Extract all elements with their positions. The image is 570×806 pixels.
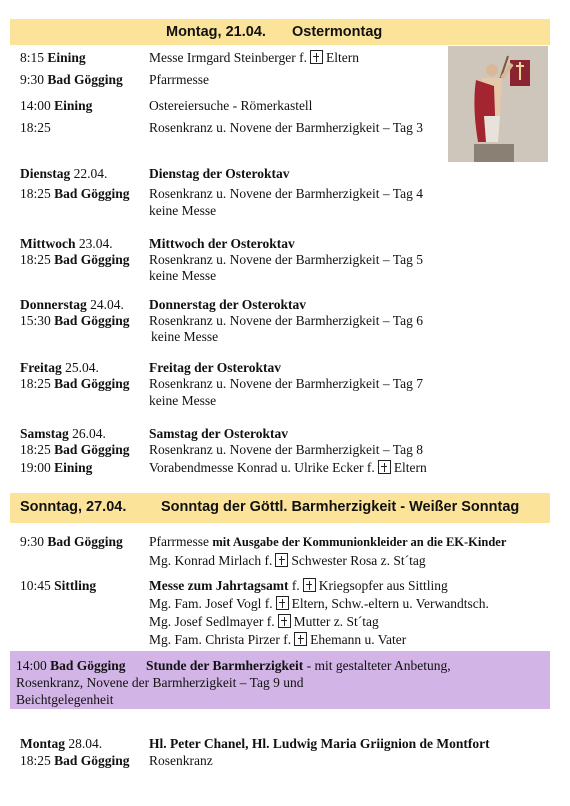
day-title: Freitag der Osteroktav [149,360,281,375]
row-text: Mg. Konrad Mirlach f. Schwester Rosa z. St´tag [149,553,426,568]
row-time: 15:30 Bad Gögging [20,313,130,328]
day-title: Hl. Peter Chanel, Hl. Ludwig Maria Griignion de Montfort [149,736,490,751]
cross-icon [310,50,323,64]
row-text: Mg. Josef Sedlmayer f. Mutter z. St´tag [149,614,379,629]
row-time: 18:25 Bad Gögging [20,186,130,201]
row-time: 18:25 Bad Gögging [20,376,130,391]
day-title: Mittwoch der Osteroktav [149,236,295,251]
row-text: Vorabendmesse Konrad u. Ulrike Ecker f. Eltern [149,460,427,475]
row-time: 14:00 Bad Gögging [16,658,126,673]
cross-icon [275,553,288,567]
header-date: Sonntag, 27.04. [20,499,127,515]
row-text: Ostereiersuche - Römerkastell [149,98,313,113]
row-text: Beichtgelegenheit [16,692,114,707]
row-text: Pfarrmesse [149,72,209,87]
row-time: 19:00 Eining [20,460,93,475]
cross-icon [278,614,291,628]
row-time: 8:15 Eining [20,50,86,65]
row-text: keine Messe [149,393,217,408]
row-time: 18:25 Bad Gögging [20,252,130,267]
row-text: Messe Irmgard Steinberger f. Eltern [149,50,359,65]
row-text: keine Messe [149,268,217,283]
day-label: Samstag 26.04. [20,426,106,441]
day-title: Samstag der Osteroktav [149,426,288,441]
row-time: 9:30 Bad Gögging [20,534,123,549]
day-label: Dienstag 22.04. [20,166,108,181]
row-time: 18:25 [20,120,51,135]
row-time: 9:30 Bad Gögging [20,72,123,87]
header-feast: Ostermontag [292,24,383,40]
resurrection-statue-image [448,46,548,162]
row-time: 10:45 Sittling [20,578,97,593]
row-text: Rosenkranz, Novene der Barmherzigkeit – Tag 9 und [16,675,304,690]
header-feast: Sonntag der Göttl. Barmherzigkeit - Weißer Sonntag [161,499,520,515]
row-text: Pfarrmesse mit Ausgabe der Kommunionkleider an die EK-Kinder [149,534,507,549]
row-text: Rosenkranz u. Novene der Barmherzigkeit – Tag 5 [149,252,423,267]
row-text: Rosenkranz u. Novene der Barmherzigkeit – Tag 7 [149,376,423,391]
cross-icon [378,460,391,474]
row-text: Rosenkranz [149,753,213,768]
row-text: Mg. Fam. Josef Vogl f. Eltern, Schw.-eltern u. Verwandtsch. [149,596,489,611]
row-text: Mg. Fam. Christa Pirzer f. Ehemann u. Vater [149,632,407,647]
day-label: Freitag 25.04. [20,360,99,375]
cross-icon [303,578,316,592]
row-text: Rosenkranz u. Novene der Barmherzigkeit – Tag 8 [149,442,423,457]
row-text: keine Messe [149,203,217,218]
row-time: 18:25 Bad Gögging [20,753,130,768]
day-title: Donnerstag der Osteroktav [149,297,306,312]
row-text: keine Messe [151,329,219,344]
day-title: Dienstag der Osteroktav [149,166,290,181]
row-text: Rosenkranz u. Novene der Barmherzigkeit – Tag 4 [149,186,423,201]
row-text: Rosenkranz u. Novene der Barmherzigkeit – Tag 3 [149,120,423,135]
cross-icon [294,632,307,646]
row-text: Messe zum Jahrtagsamt f. Kriegsopfer aus Sittling [149,578,448,593]
header-date: Montag, 21.04. [166,24,266,40]
day-header-monday [10,19,550,45]
row-text: Rosenkranz u. Novene der Barmherzigkeit – Tag 6 [149,313,423,328]
cross-icon [276,596,289,610]
day-header-sunday [10,493,550,523]
day-label: Mittwoch 23.04. [20,236,113,251]
row-time: 18:25 Bad Gögging [20,442,130,457]
row-time: 14:00 Eining [20,98,93,113]
row-text: Stunde der Barmherzigkeit - mit gestalteter Anbetung, [146,658,451,673]
day-label: Donnerstag 24.04. [20,297,124,312]
day-label: Montag 28.04. [20,736,103,751]
